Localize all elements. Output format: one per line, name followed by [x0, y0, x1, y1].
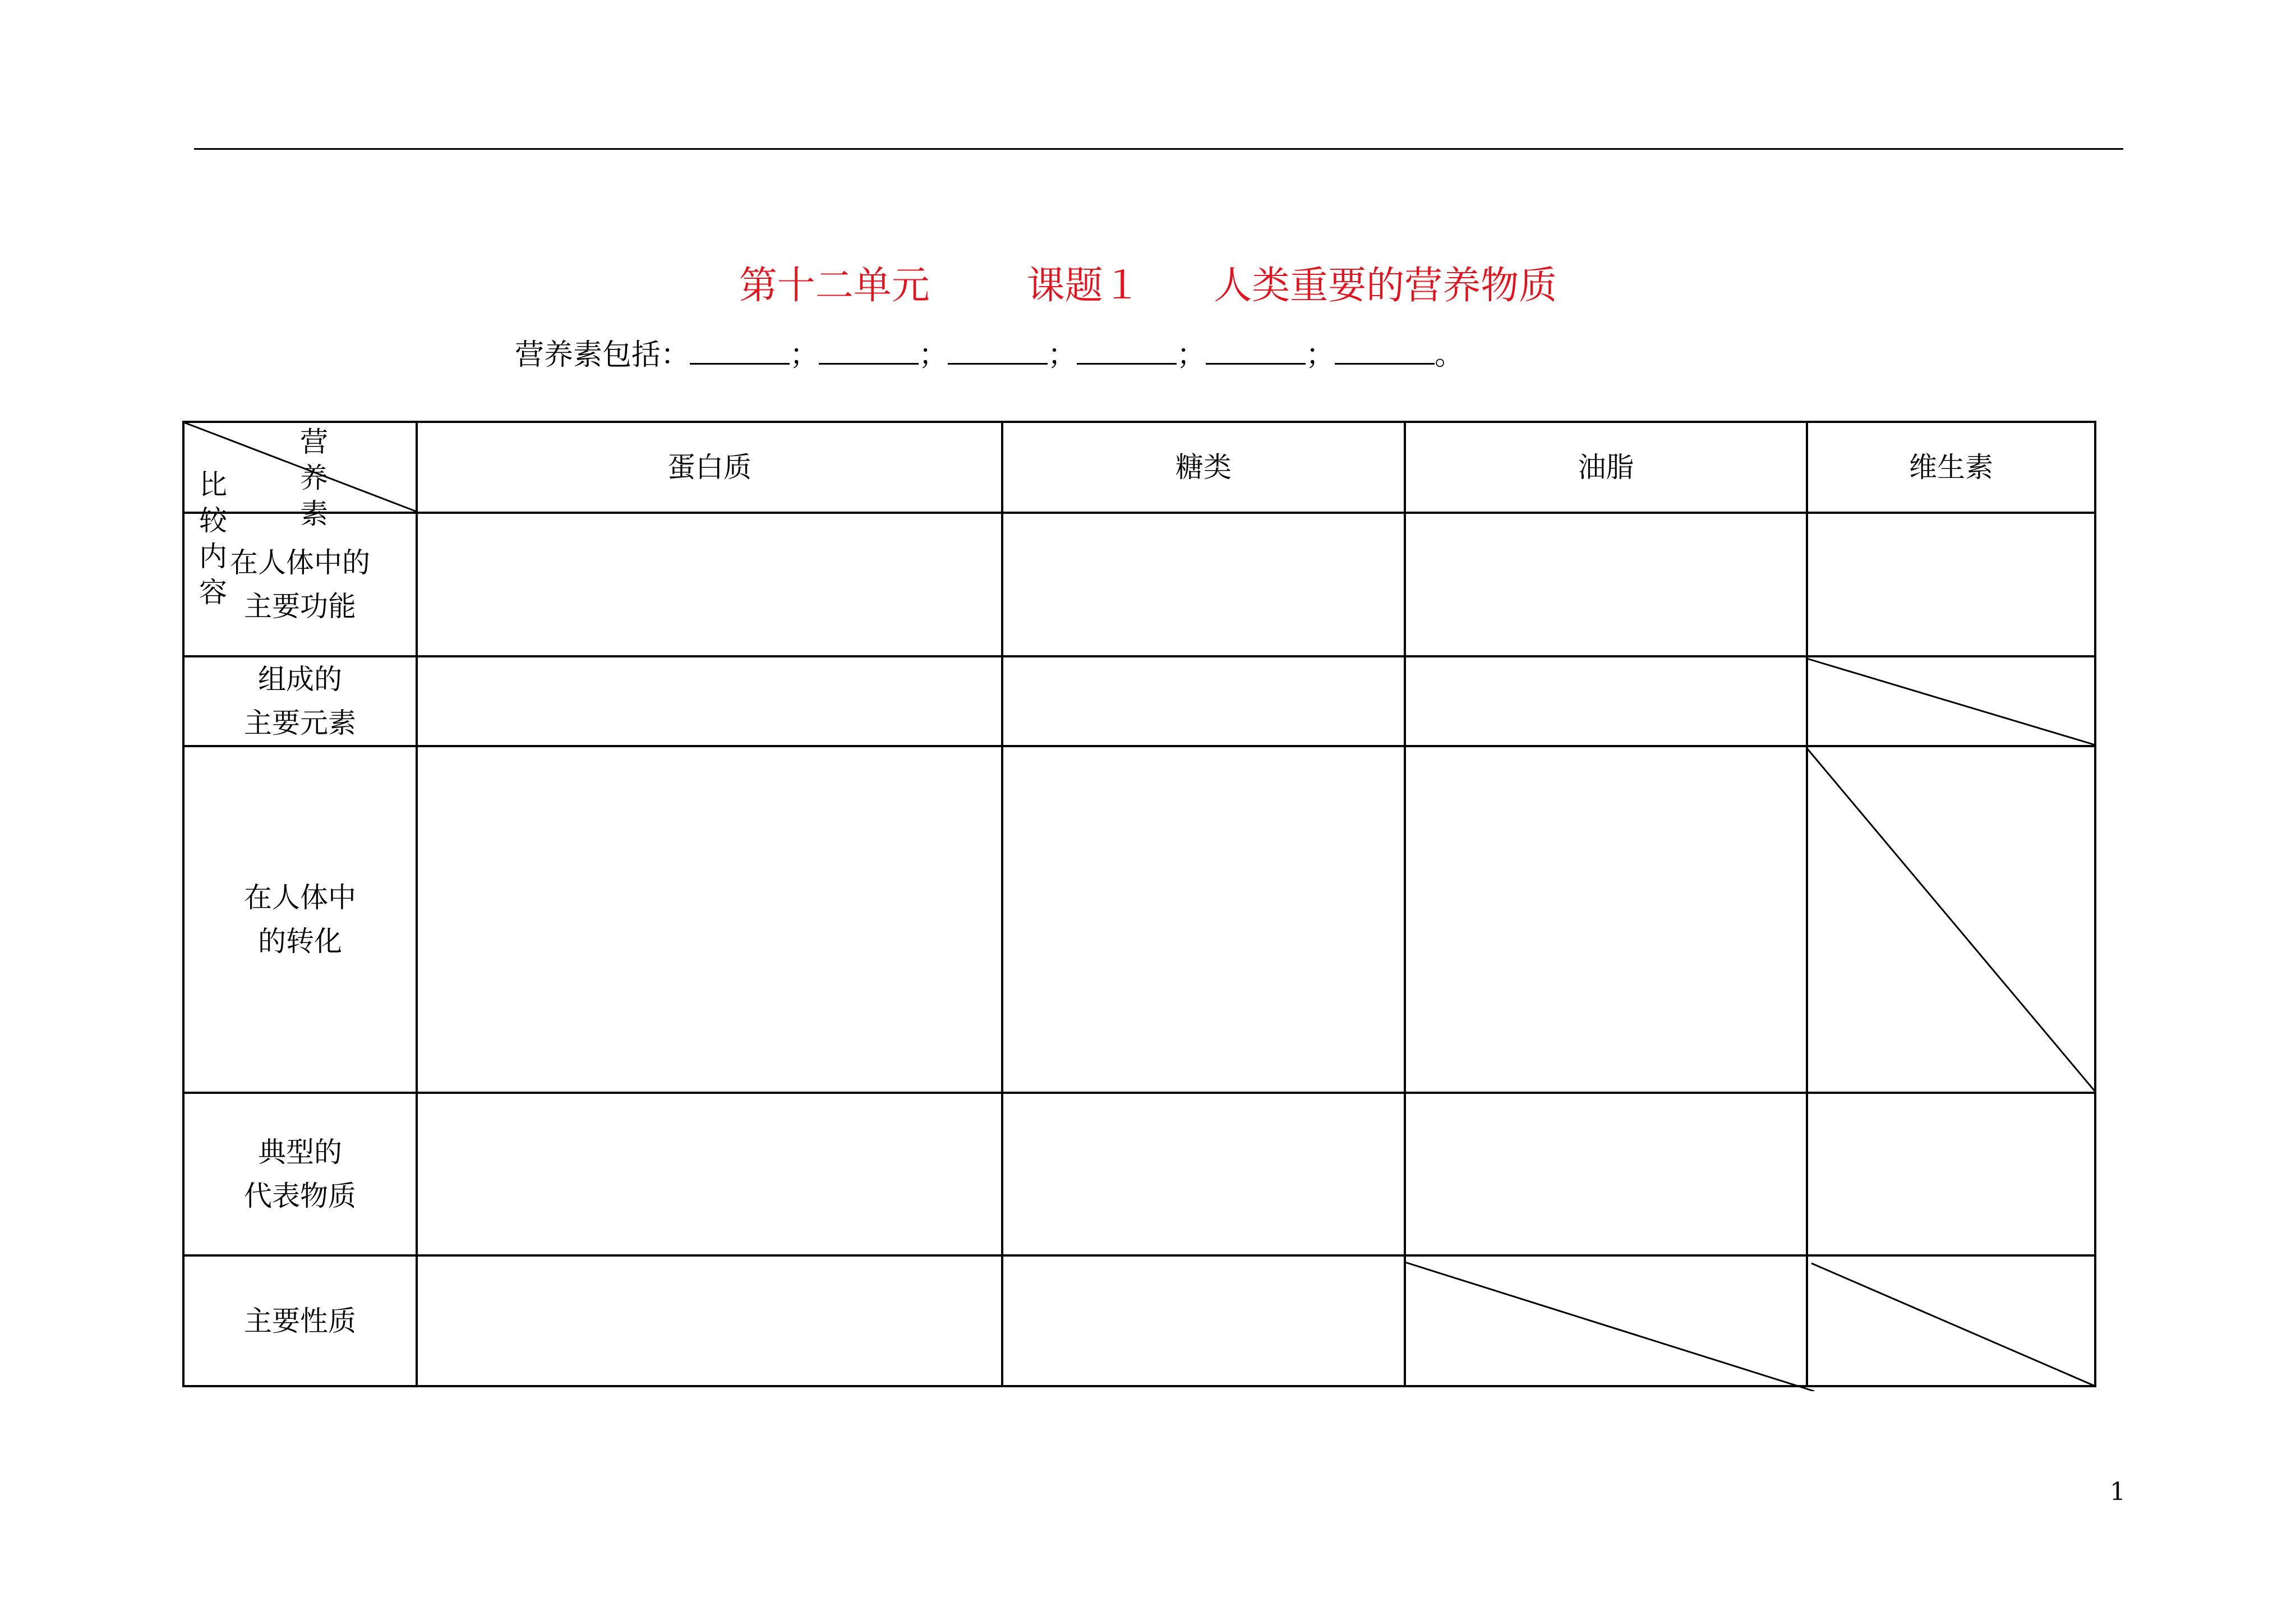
separator-4: ； — [1177, 338, 1206, 372]
blank-5[interactable] — [1206, 337, 1306, 365]
corner-header-comparison: 比较内容 — [199, 468, 227, 609]
table-grid-lines — [182, 421, 2100, 1391]
subtitle-prefix: 营养素包括： — [515, 338, 690, 372]
vitamin-elements-strike — [1807, 659, 2095, 745]
row-label-main-elements: 组成的 主要元素 — [244, 663, 356, 739]
subtitle-end: 。 — [1435, 338, 1464, 372]
row-label-main-properties: 主要性质 — [244, 1304, 356, 1337]
blank-1[interactable] — [690, 337, 790, 365]
row-label-main-function: 在人体中的 主要功能 — [230, 546, 370, 623]
page-title: 第十二单元 课题１ 人类重要的营养物质 — [739, 264, 1557, 308]
column-header-carbohydrate: 糖类 — [1175, 451, 1232, 484]
blank-4[interactable] — [1077, 337, 1177, 365]
separator-5: ； — [1306, 338, 1335, 372]
blank-6[interactable] — [1335, 337, 1435, 365]
fat-properties-strike — [1405, 1262, 1814, 1391]
blank-2[interactable] — [819, 337, 919, 365]
page-number: 1 — [2110, 1478, 2126, 1506]
blank-3[interactable] — [948, 337, 1048, 365]
nutrients-fill-in-line — [515, 335, 1464, 375]
table-border — [183, 422, 2095, 1386]
row-label-conversion: 在人体中 的转化 — [244, 881, 356, 958]
separator-1: ； — [790, 338, 819, 372]
separator-2: ； — [919, 338, 948, 372]
vitamin-properties-strike — [1811, 1263, 2095, 1386]
column-header-fat: 油脂 — [1578, 451, 1634, 484]
separator-3: ； — [1048, 338, 1077, 372]
column-header-vitamin: 维生素 — [1909, 451, 1993, 484]
column-header-protein: 蛋白质 — [667, 451, 751, 484]
corner-header-nutrient: 营养素 — [300, 426, 328, 530]
vitamin-conversion-strike — [1807, 748, 2095, 1092]
header-rule — [194, 148, 2123, 150]
row-label-representative-substance: 典型的 代表物质 — [244, 1136, 356, 1212]
